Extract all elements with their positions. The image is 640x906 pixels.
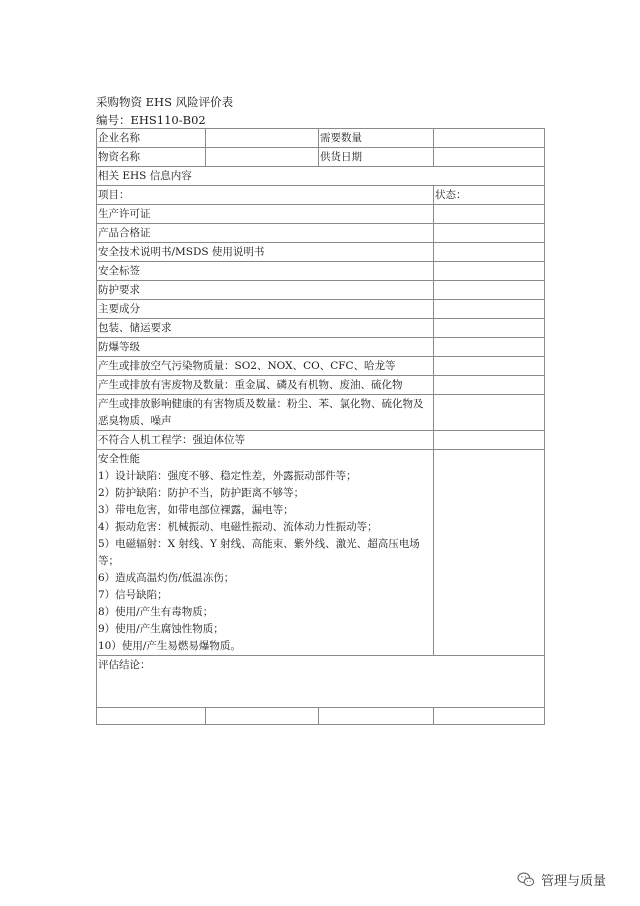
safety-performance-cell [97,450,434,656]
item-header: 项目： [97,186,434,205]
safety-line: 7）信号缺陷； [98,589,168,601]
watermark [517,870,606,889]
row-company [97,129,545,148]
company-value-cell[interactable] [206,129,319,148]
supply-date-value-cell[interactable] [434,148,545,167]
conclusion-row [97,656,545,708]
safety-line: 2）防护缺陷：防护不当，防护距离不够等； [98,487,305,499]
safety-row [97,450,545,656]
safety-status-cell[interactable] [434,450,545,656]
material-value-cell[interactable] [206,148,319,167]
safety-line: 8）使用/产生有毒物质； [98,606,214,618]
item-label: 不符合人机工程学：强迫体位等 [97,431,434,450]
section-title: 相关 EHS 信息内容 [97,167,545,186]
item-label: 包装、储运要求 [97,319,434,338]
item-status-cell[interactable] [434,431,545,450]
company-label: 企业名称 [97,129,206,148]
safety-line: 3）带电危害，如带电部位裸露，漏电等； [98,504,294,516]
quantity-label: 需要数量 [319,129,434,148]
document-title: 采购物资 EHS 风险评价表 [96,95,234,109]
item-row [97,281,545,300]
signature-row [97,708,545,725]
conclusion-label: 评估结论： [98,659,151,671]
item-status-cell[interactable] [434,395,545,431]
item-row [97,224,545,243]
item-label: 生产许可证 [97,205,434,224]
item-label: 主要成分 [97,300,434,319]
item-status-cell[interactable] [434,376,545,395]
safety-line: 1）设计缺陷：强度不够、稳定性差，外露振动部件等； [98,470,357,482]
safety-line: 9）使用/产生腐蚀性物质； [98,623,224,635]
safety-line: 5）电磁辐射：X 射线、Y 射线、高能束、紫外线、激光、超高压电场等； [98,538,420,567]
item-label: 产生或排放有害废物及数量：重金属、磷及有机物、废油、硫化物 [97,376,434,395]
item-label: 安全技术说明书/MSDS 使用说明书 [97,243,434,262]
item-row [97,376,545,395]
safety-line: 10）使用/产生易燃易爆物质。 [98,640,241,652]
item-status-cell[interactable] [434,319,545,338]
conclusion-cell[interactable] [97,656,545,708]
quantity-value-cell[interactable] [434,129,545,148]
item-row [97,262,545,281]
item-status-cell[interactable] [434,243,545,262]
item-row [97,357,545,376]
row-section-title [97,167,545,186]
signature-cell[interactable] [434,708,545,725]
item-label: 产生或排放影响健康的有害物质及数量：粉尘、苯、氯化物、硫化物及恶臭物质、噪声 [97,395,434,431]
item-row [97,205,545,224]
signature-cell[interactable] [206,708,319,725]
item-status-cell[interactable] [434,281,545,300]
item-row [97,243,545,262]
material-label: 物资名称 [97,148,206,167]
safety-line: 6）造成高温灼伤/低温冻伤； [98,572,235,584]
item-row [97,338,545,357]
item-row [97,431,545,450]
signature-cell[interactable] [319,708,434,725]
safety-title: 安全性能 [98,453,140,465]
status-header: 状态： [434,186,545,205]
wechat-icon [517,872,535,888]
item-status-cell[interactable] [434,224,545,243]
item-label: 产生或排放空气污染物质量：SO2、NOX、CO、CFC、哈龙等 [97,357,434,376]
item-status-cell[interactable] [434,300,545,319]
row-material [97,148,545,167]
item-status-cell[interactable] [434,338,545,357]
item-label: 产品合格证 [97,224,434,243]
ehs-risk-form [96,128,545,725]
safety-line: 4）振动危害：机械振动、电磁性振动、流体动力性振动等； [98,521,378,533]
item-row [97,319,545,338]
item-status-cell[interactable] [434,205,545,224]
item-label: 安全标签 [97,262,434,281]
watermark-text: 管理与质量 [541,874,607,889]
item-label: 防爆等级 [97,338,434,357]
item-status-cell[interactable] [434,357,545,376]
item-status-cell[interactable] [434,262,545,281]
document-number: 编号：EHS110-B02 [96,113,206,127]
item-label: 防护要求 [97,281,434,300]
signature-cell[interactable] [97,708,206,725]
item-row [97,395,545,431]
row-header [97,186,545,205]
supply-date-label: 供货日期 [319,148,434,167]
item-row [97,300,545,319]
